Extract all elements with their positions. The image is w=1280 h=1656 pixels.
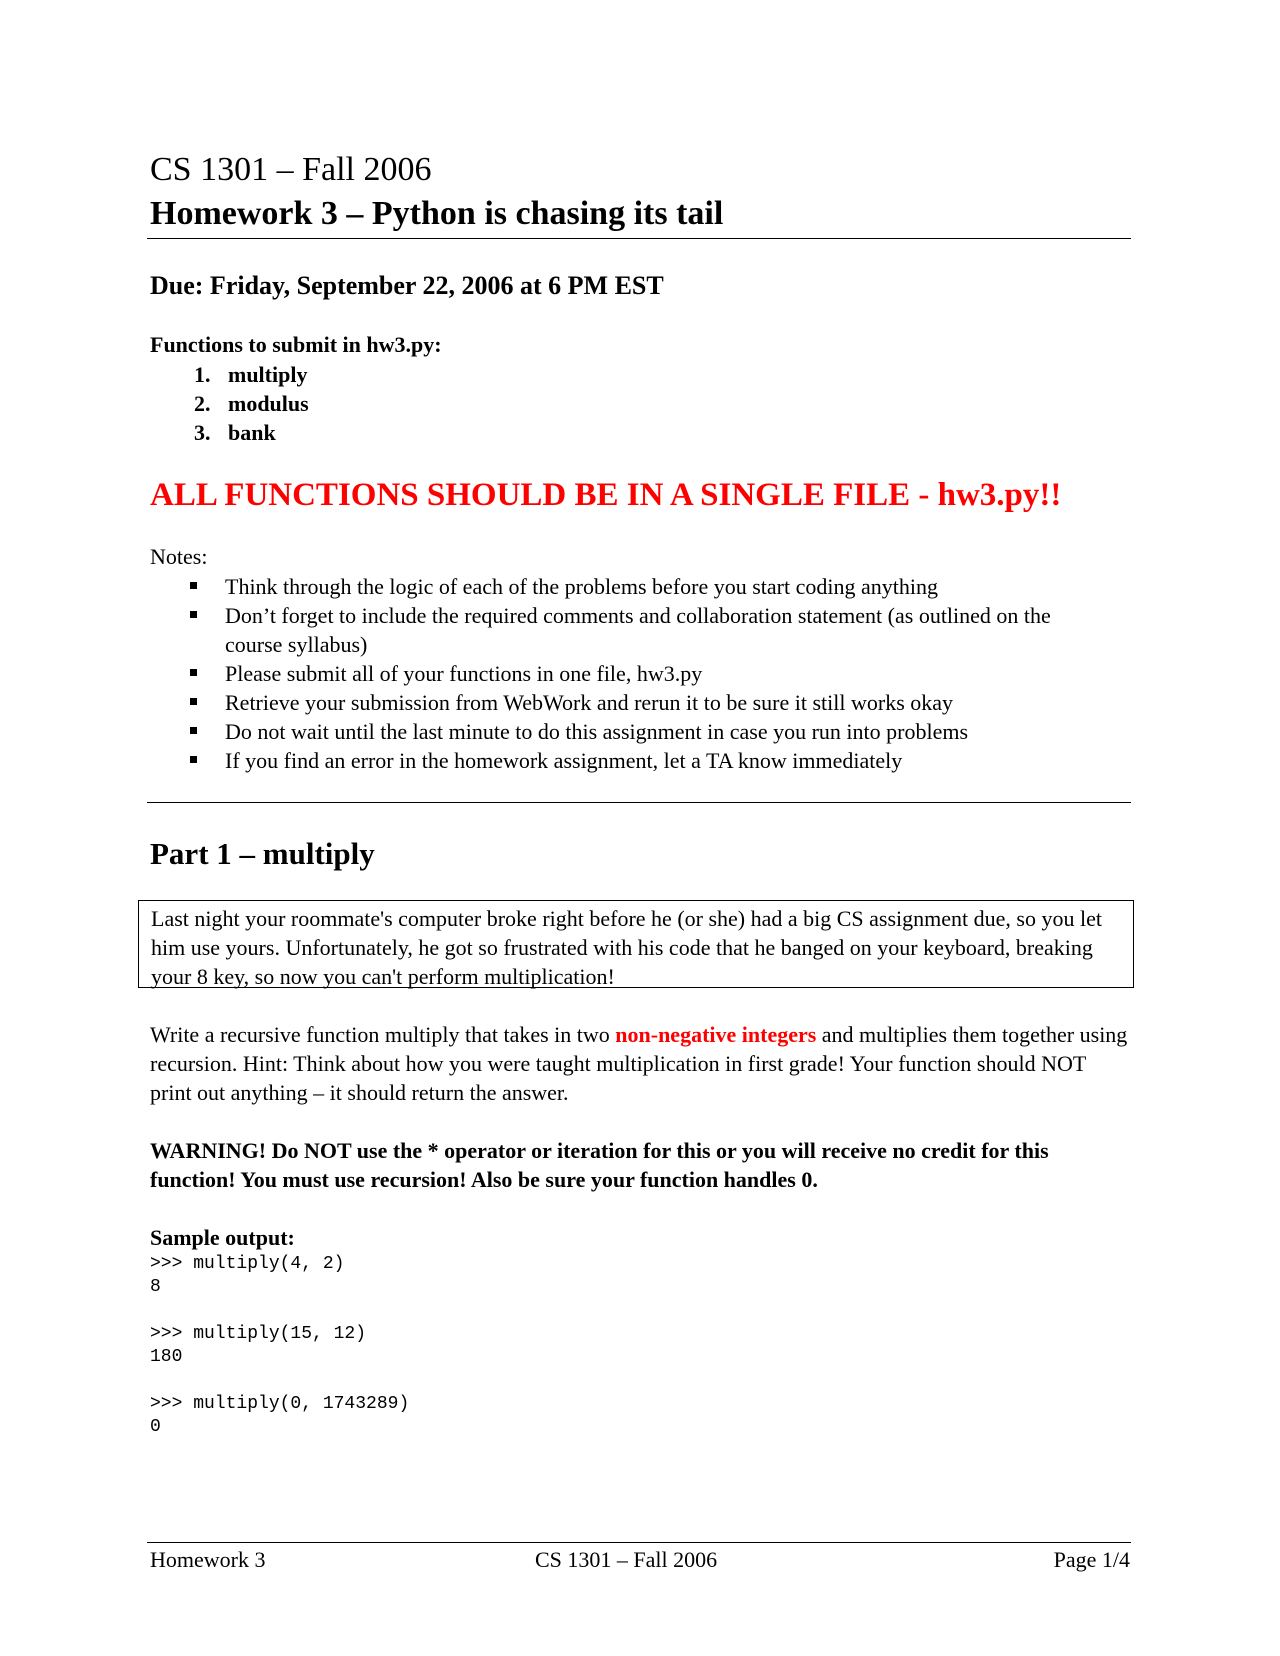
functions-list <box>194 360 309 447</box>
part1-description: Write a recursive function multiply that takes in two non-negative integers and multiplies them together using recursion. Hint: Think about how you were taught multiplication in first grade! Your function should NOT print out anything – it should return the answer. <box>150 1022 1128 1105</box>
homework-title: Homework 3 – Python is chasing its tail <box>150 195 724 232</box>
bullet-icon <box>190 698 197 705</box>
page-number: Page 1/4 <box>1053 1547 1130 1572</box>
functions-label: Functions to submit in hw3.py: <box>150 332 442 357</box>
section-divider <box>147 802 1131 803</box>
list-item: Please submit all of your functions in one file, hw3.py <box>188 659 1088 688</box>
sample-call: >>> multiply(15, 12) <box>150 1324 367 1344</box>
sample-result: 180 <box>150 1347 183 1367</box>
bullet-icon <box>190 669 197 676</box>
single-file-alert: ALL FUNCTIONS SHOULD BE IN A SINGLE FILE - hw3.py!! <box>150 477 1062 513</box>
bullet-icon <box>190 582 197 589</box>
bullet-icon <box>190 611 197 618</box>
bullet-icon <box>190 727 197 734</box>
list-item: If you find an error in the homework assignment, let a TA know immediately <box>188 746 1088 775</box>
title-divider <box>147 238 1131 239</box>
footer-left: Homework 3 <box>150 1547 266 1572</box>
footer-center: CS 1301 – Fall 2006 <box>535 1547 718 1572</box>
non-negative-highlight: non-negative integers <box>615 1022 817 1047</box>
sample-result: 0 <box>150 1417 161 1437</box>
part1-heading: Part 1 – multiply <box>150 836 375 871</box>
course-title: CS 1301 – Fall 2006 <box>150 151 432 188</box>
notes-list <box>188 572 1088 775</box>
sample-result: 8 <box>150 1277 161 1297</box>
footer-divider <box>147 1542 1131 1543</box>
sample-call: >>> multiply(0, 1743289) <box>150 1394 410 1414</box>
part1-warning: WARNING! Do NOT use the * operator or iteration for this or you will receive no credit for this function! You must use recursion! Also be sure your function handles 0. <box>150 1138 1049 1192</box>
list-item: 3. bank <box>194 420 276 445</box>
list-item: Think through the logic of each of the problems before you start coding anything <box>188 572 1088 601</box>
list-item: 2. modulus <box>194 391 309 416</box>
notes-label: Notes: <box>150 544 208 569</box>
list-item: Do not wait until the last minute to do this assignment in case you run into problems <box>188 717 1088 746</box>
bullet-icon <box>190 756 197 763</box>
list-item: Don’t forget to include the required comments and collaboration statement (as outlined on the course syllabus) <box>188 601 1088 659</box>
list-item: 1. multiply <box>194 362 308 387</box>
sample-output-label: Sample output: <box>150 1225 295 1250</box>
story-box: Last night your roommate's computer broke right before he (or she) had a big CS assignment due, so you let him use yours. Unfortunately, he got so frustrated with his code that he banged on your keyboard, breaking your 8 key, so now you can't perform multiplication! <box>138 900 1134 988</box>
due-date: Due: Friday, September 22, 2006 at 6 PM EST <box>150 271 664 300</box>
sample-call: >>> multiply(4, 2) <box>150 1254 345 1274</box>
list-item: Retrieve your submission from WebWork and rerun it to be sure it still works okay <box>188 688 1088 717</box>
